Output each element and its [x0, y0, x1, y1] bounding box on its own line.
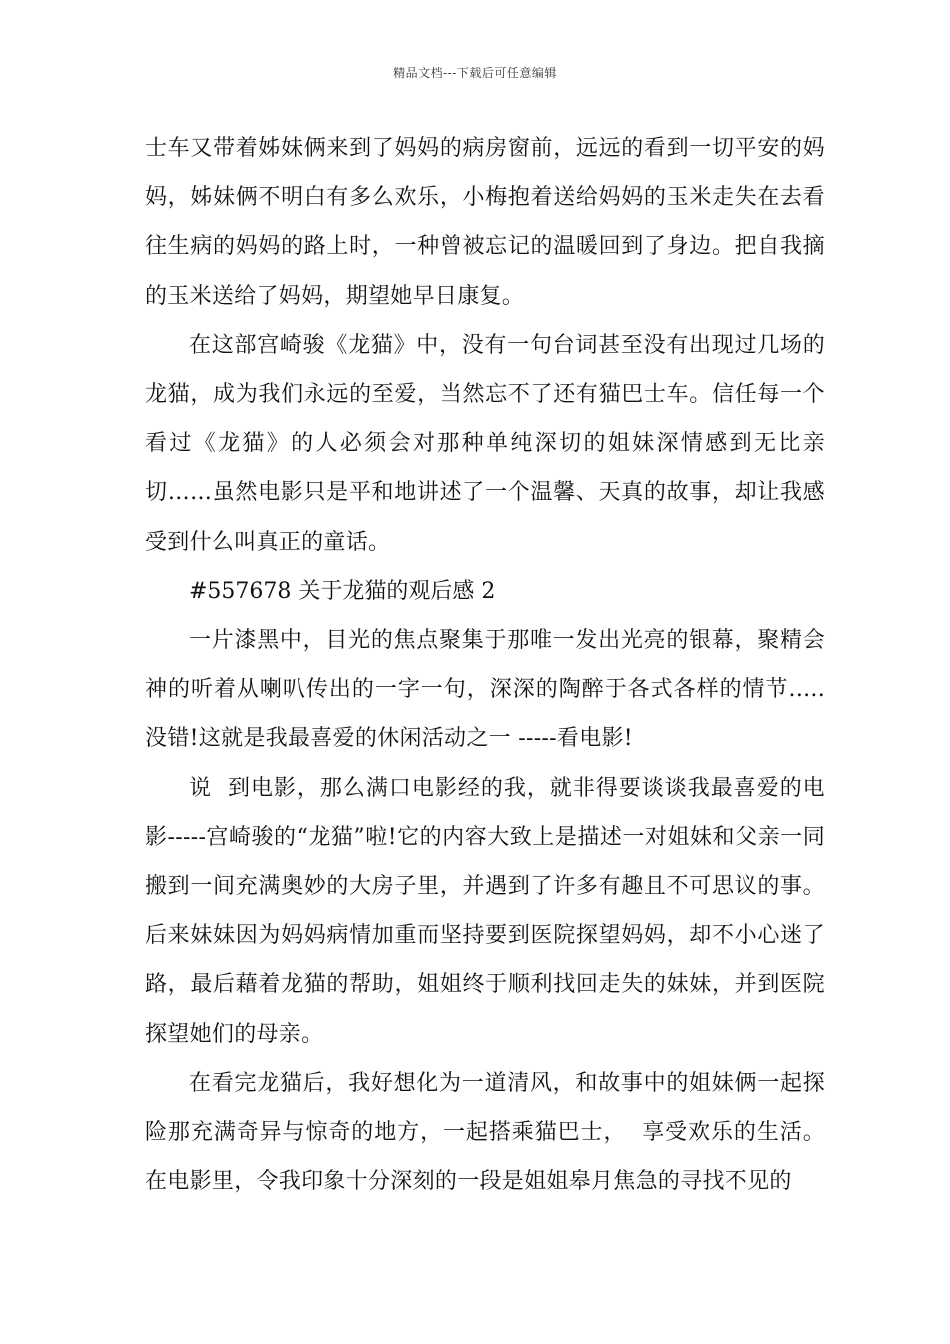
paragraph-2: 在这部宫崎骏《龙猫》中，没有一句台词甚至没有出现过几场的龙猫，成为我们永远的至爱，当然忘不了还有猫巴士车。信任每一个看过《龙猫》的人必须会对那种单纯深切的姐妹深情感到无比亲切……虽然电影只是平和地讲述了一个温馨、天真的故事，却让我感受到什么叫真正的童话。: [145, 332, 825, 555]
paragraph-5: 在看完龙猫后，我好想化为一道清风，和故事中的姐妹俩一起探险那充满奇异与惊奇的地方，一起搭乘猫巴士， 享受欢乐的生活。在电影里，令我印象十分深刻的一段是姐姐皋月焦急的寻找不见的: [145, 1070, 825, 1195]
paragraph-1: 士车又带着姊妹俩来到了妈妈的病房窗前，远远的看到一切平安的妈妈，姊妹俩不明白有多么欢乐，小梅抱着送给妈妈的玉米走失在去看往生病的妈妈的路上时，一种曾被忘记的温暖回到了身边。把自我摘的玉米送给了妈妈，期望她早日康复。: [145, 136, 825, 309]
paragraph-3: 一片漆黑中，目光的焦点聚集于那唯一发出光亮的银幕，聚精会神的听着从喇叭传出的一字一句，深深的陶醉于各式各样的情节.....没错!这就是我最喜爱的休闲活动之一 -----看电影!: [145, 628, 825, 752]
paragraph-4: 说 到电影，那么满口电影经的我，就非得要谈谈我最喜爱的电影-----宫崎骏的“龙猫”啦!它的内容大致上是描述一对姐妹和父亲一同搬到一间充满奥妙的大房子里，并遇到了许多有趣且不可思议的事。后来妹妹因为妈妈病情加重而坚持要到医院探望妈妈，却不小心迷了路，最后藉着龙猫的帮助，姐姐终于顺利找回走失的妹妹，并到医院探望她们的母亲。: [145, 775, 825, 1047]
section-heading: #557678 关于龙猫的观后感 2: [189, 578, 496, 604]
document-body: [145, 124, 825, 1206]
page-header: 精品文档---下载后可任意编辑: [393, 66, 557, 80]
